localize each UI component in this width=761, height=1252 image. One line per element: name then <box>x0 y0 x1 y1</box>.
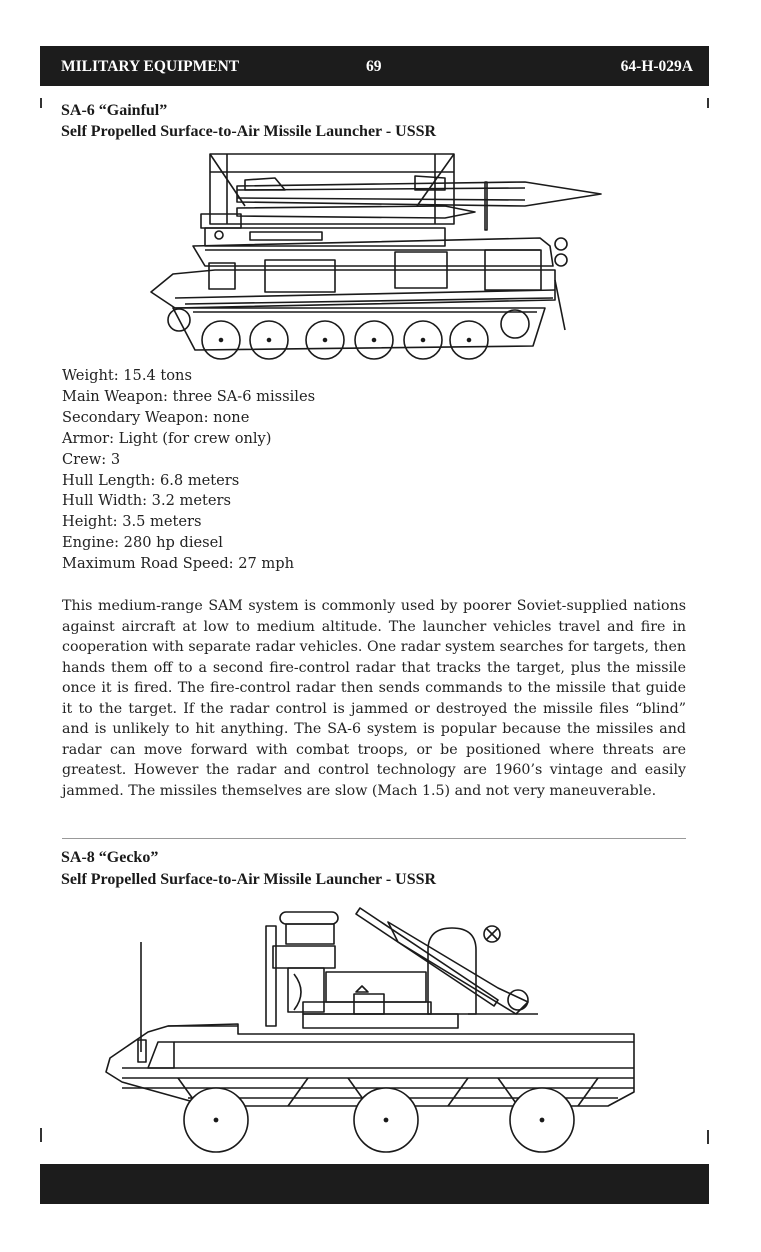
page-number: 69 <box>366 58 382 75</box>
page-header <box>40 46 709 86</box>
page-footer <box>40 1164 709 1204</box>
spec-armor: Armor: Light (for crew only) <box>62 429 272 447</box>
spec-hull-length: Hull Length: 6.8 meters <box>62 471 240 489</box>
spec-engine: Engine: 280 hp diesel <box>62 534 223 552</box>
specs-list <box>62 366 315 575</box>
spec-main-weapon: Main Weapon: three SA-6 missiles <box>62 387 316 405</box>
spec-crew: Crew: 3 <box>62 450 121 468</box>
spec-max-road-speed: Maximum Road Speed: 27 mph <box>62 555 295 573</box>
entry-designation: SA-6 “Gainful” <box>61 102 168 119</box>
spec-hull-width: Hull Width: 3.2 meters <box>62 492 231 510</box>
sa8-launcher-illustration <box>98 902 643 1156</box>
spec-height: Height: 3.5 meters <box>62 513 202 531</box>
entry-subtitle-2: Self Propelled Surface-to-Air Missile Launcher - USSR <box>61 871 437 888</box>
document-code: 64-H-029A <box>620 58 693 75</box>
spec-weight: Weight: 15.4 tons <box>62 367 192 384</box>
sa6-launcher-illustration <box>145 150 610 365</box>
entry-description: This medium-range SAM system is commonly used by poorer Soviet-supplied nations against aircraft at low to medium altitude. The launcher vehicles travel and fire in cooperation with separate radar vehicles. One radar system searches for targets, then hands them off to a second fire-control radar that tracks the target, plus the missile once it is fired. The fire-control radar then sends commands to the missile that guide it to the target. If the radar control is jammed or destroyed the missile files “blind” and is unlikely to hit anything. The SA-6 system is popular because the missiles and radar can move forward with combat troops, or be positioned where threats are greatest. However the radar and control technology are 1960’s vintage and easily jammed. The missiles themselves are slow (Mach 1.5) and not very maneuverable. <box>62 598 686 799</box>
margin-rule-right-top <box>707 98 709 108</box>
margin-rule-right-bottom <box>707 1130 709 1144</box>
entry-subtitle: Self Propelled Surface-to-Air Missile Launcher - USSR <box>61 123 437 140</box>
margin-rule-left-top <box>40 98 42 108</box>
spec-secondary-weapon: Secondary Weapon: none <box>62 408 250 426</box>
section-divider <box>62 838 686 839</box>
entry-designation-2: SA-8 “Gecko” <box>61 849 159 866</box>
section-title: MILITARY EQUIPMENT <box>61 58 240 75</box>
margin-rule-left-bottom <box>40 1128 42 1142</box>
